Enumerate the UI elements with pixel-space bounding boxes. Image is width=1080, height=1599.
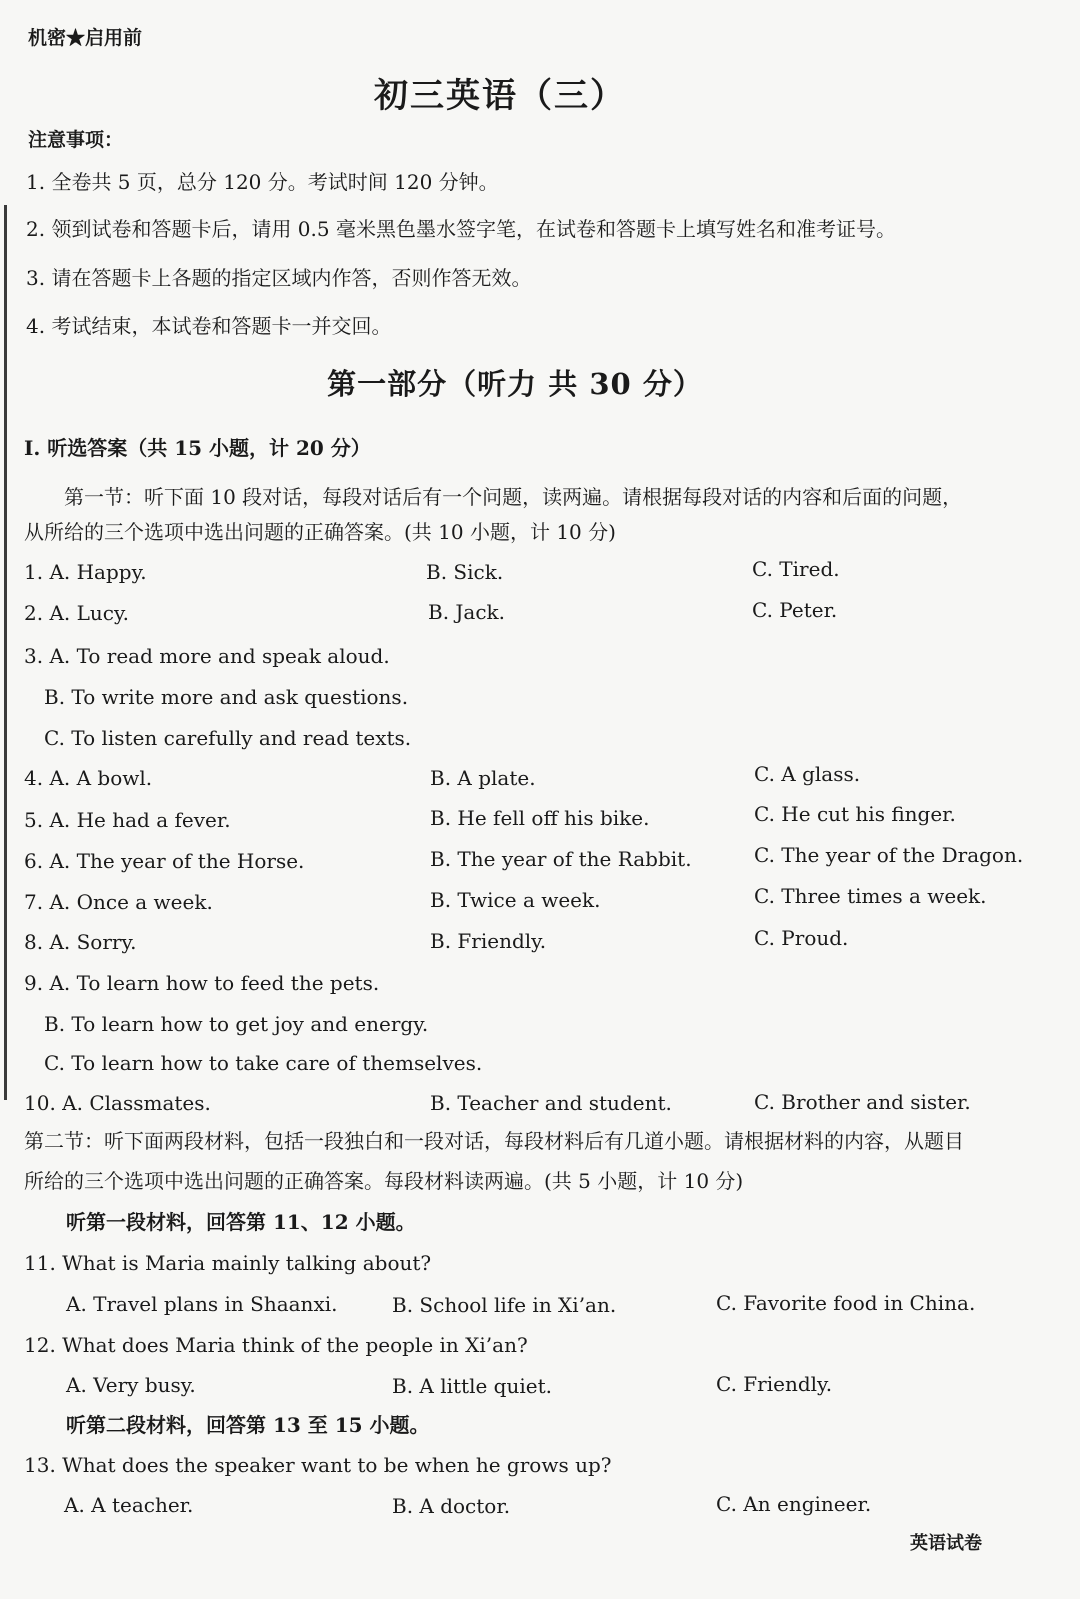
q10-option-b: B. Teacher and student. bbox=[430, 1091, 672, 1115]
q11-stem: 11. What is Maria mainly talking about? bbox=[24, 1251, 432, 1275]
q7-option-b: B. Twice a week. bbox=[430, 888, 601, 912]
q1-option-a: 1. A. Happy. bbox=[24, 560, 147, 584]
note-item: 3. 请在答题卡上各题的指定区域内作答，否则作答无效。 bbox=[26, 266, 532, 290]
footer-label: 英语试卷 bbox=[910, 1533, 982, 1554]
q6-option-b: B. The year of the Rabbit. bbox=[430, 847, 692, 871]
q2-option-a: 2. A. Lucy. bbox=[24, 601, 129, 625]
q8-option-c: C. Proud. bbox=[754, 926, 849, 950]
q13-stem: 13. What does the speaker want to be when he grows up? bbox=[24, 1453, 612, 1477]
section-heading: I. 听选答案（共 15 小题，计 20 分） bbox=[24, 436, 371, 460]
q13-option-b: B. A doctor. bbox=[392, 1494, 511, 1518]
q6-option-c: C. The year of the Dragon. bbox=[754, 843, 1024, 867]
q6-option-a: 6. A. The year of the Horse. bbox=[24, 849, 305, 873]
q4-option-c: C. A glass. bbox=[754, 762, 861, 786]
note-item: 2. 领到试卷和答题卡后，请用 0.5 毫米黑色墨水签字笔，在试卷和答题卡上填写姓名和准考证号。 bbox=[26, 217, 896, 241]
q9-option-a: 9. A. To learn how to feed the pets. bbox=[24, 971, 380, 995]
q12-stem: 12. What does Maria think of the people in Xi’an? bbox=[24, 1333, 528, 1357]
material1-heading: 听第一段材料，回答第 11、12 小题。 bbox=[66, 1210, 416, 1234]
q1-option-c: C. Tired. bbox=[752, 557, 840, 581]
q7-option-c: C. Three times a week. bbox=[754, 884, 987, 908]
note-item: 1. 全卷共 5 页，总分 120 分。考试时间 120 分钟。 bbox=[26, 170, 499, 194]
q3-option-b: B. To write more and ask questions. bbox=[44, 685, 409, 709]
section1-instruction: 第一节：听下面 10 段对话，每段对话后有一个问题，读两遍。请根据每段对话的内容和后面的问题， bbox=[64, 485, 963, 509]
section2-instruction-cont: 所给的三个选项中选出问题的正确答案。每段材料读两遍。(共 5 小题，计 10 分) bbox=[24, 1169, 744, 1193]
q11-option-b: B. School life in Xi’an. bbox=[392, 1293, 617, 1317]
q11-option-a: A. Travel plans in Shaanxi. bbox=[66, 1292, 338, 1316]
q3-option-c: C. To listen carefully and read texts. bbox=[44, 726, 412, 750]
q12-option-c: C. Friendly. bbox=[716, 1372, 833, 1396]
secret-label: 机密★启用前 bbox=[28, 27, 143, 49]
q2-option-c: C. Peter. bbox=[752, 598, 838, 622]
q3-option-a: 3. A. To read more and speak aloud. bbox=[24, 644, 390, 668]
q5-option-a: 5. A. He had a fever. bbox=[24, 808, 231, 832]
q8-option-b: B. Friendly. bbox=[430, 929, 547, 953]
q10-option-c: C. Brother and sister. bbox=[754, 1090, 971, 1114]
binding-margin-line bbox=[4, 205, 7, 1100]
q7-option-a: 7. A. Once a week. bbox=[24, 890, 213, 914]
section2-instruction: 第二节：听下面两段材料，包括一段独白和一段对话，每段材料后有几道小题。请根据材料的内容，从题目 bbox=[24, 1129, 964, 1153]
note-item: 4. 考试结束，本试卷和答题卡一并交回。 bbox=[26, 314, 392, 338]
q9-option-b: B. To learn how to get joy and energy. bbox=[44, 1012, 429, 1036]
q13-option-a: A. A teacher. bbox=[64, 1493, 194, 1517]
notes-heading: 注意事项： bbox=[28, 129, 124, 151]
q13-option-c: C. An engineer. bbox=[716, 1492, 872, 1516]
exam-title: 初三英语（三） bbox=[374, 76, 626, 116]
q11-option-c: C. Favorite food in China. bbox=[716, 1291, 976, 1315]
q9-option-c: C. To learn how to take care of themselves. bbox=[44, 1051, 483, 1075]
part-one-title: 第一部分（听力 共 30 分） bbox=[327, 367, 703, 401]
q5-option-b: B. He fell off his bike. bbox=[430, 806, 650, 830]
q2-option-b: B. Jack. bbox=[428, 600, 506, 624]
q4-option-b: B. A plate. bbox=[430, 766, 536, 790]
q12-option-a: A. Very busy. bbox=[66, 1373, 196, 1397]
q4-option-a: 4. A. A bowl. bbox=[24, 766, 153, 790]
q8-option-a: 8. A. Sorry. bbox=[24, 930, 137, 954]
q12-option-b: B. A little quiet. bbox=[392, 1374, 552, 1398]
section1-instruction-cont: 从所给的三个选项中选出问题的正确答案。(共 10 小题，计 10 分) bbox=[24, 520, 616, 544]
q1-option-b: B. Sick. bbox=[426, 560, 504, 584]
material2-heading: 听第二段材料，回答第 13 至 15 小题。 bbox=[66, 1413, 430, 1437]
q10-option-a: 10. A. Classmates. bbox=[24, 1091, 211, 1115]
q5-option-c: C. He cut his finger. bbox=[754, 802, 956, 826]
